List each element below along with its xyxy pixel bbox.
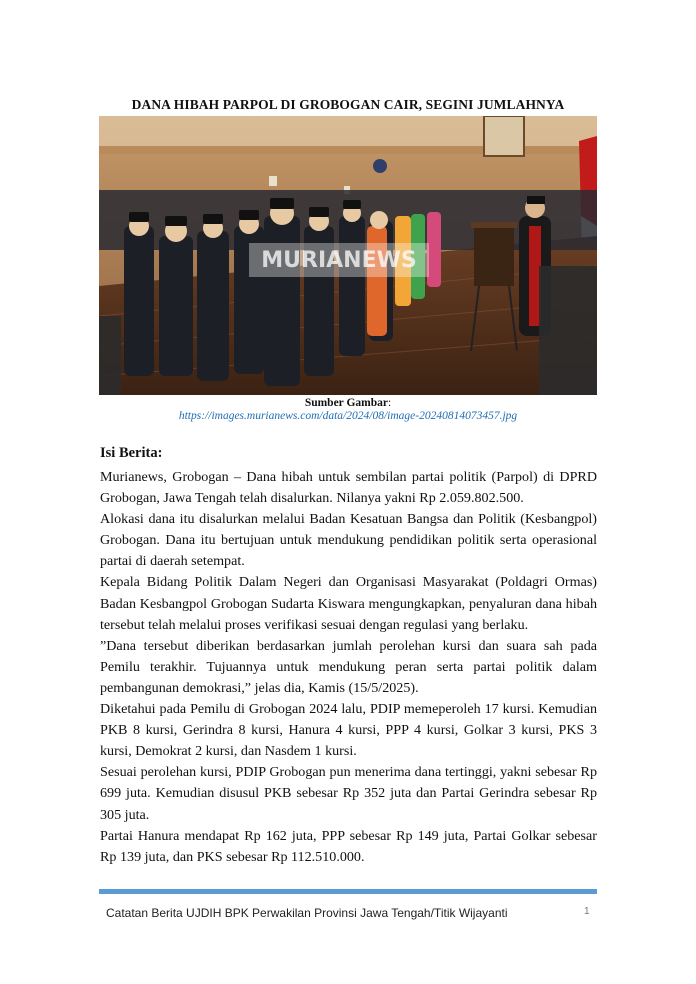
article-body xyxy=(100,467,597,868)
paragraph: Diketahui pada Pemilu di Grobogan 2024 lalu, PDIP memeperoleh 17 kursi. Kemudian PKB 8 kursi, Gerindra 8 kursi, Hanura 4 kursi, PPP 4 kursi, Golkar 3 kursi, PKS 3 kursi, Demokrat 2 kursi, dan Nasdem 1 kursi. xyxy=(100,701,597,760)
image-source-link[interactable]: https://images.murianews.com/data/2024/08/image-20240814073457.jpg xyxy=(178,410,518,422)
photo-watermark: MURIANEWS xyxy=(261,248,417,273)
footer-divider xyxy=(99,889,597,894)
paragraph: Sesuai perolehan kursi, PDIP Grobogan pun menerima dana tertinggi, yakni sebesar Rp 699 juta. Kemudian disusul PKB sebesar Rp 352 juta dan Partai Gerindra sebesar Rp 305 juta. xyxy=(100,764,597,823)
paragraph: Kepala Bidang Politik Dalam Negeri dan Organisasi Masyarakat (Poldagri Ormas) Badan Kesbangpol Grobogan Sudarta Kiswara mengungkapkan, penyaluran dana hibah tersebut telah melalui proses verifikasi sesuai dengan regulasi yang berlaku. xyxy=(100,574,597,633)
paragraph: Murianews, Grobogan – Dana hibah untuk sembilan partai politik (Parpol) di DPRD Grobogan, Jawa Tengah telah disalurkan. Nilanya yakni Rp 2.059.802.500. xyxy=(100,469,597,507)
caption-colon: : xyxy=(387,397,392,409)
news-photo xyxy=(99,116,597,395)
document-title: DANA HIBAH PARPOL DI GROBOGAN CAIR, SEGINI JUMLAHNYA xyxy=(131,97,565,112)
paragraph: Alokasi dana itu disalurkan melalui Badan Kesatuan Bangsa dan Politik (Kesbangpol) Grobogan. Dana itu bertujuan untuk mendukung pendidikan politik serta operasional partai di daerah setempat. xyxy=(100,511,597,570)
paragraph: Partai Hanura mendapat Rp 162 juta, PPP sebesar Rp 149 juta, Partai Golkar sebesar Rp 139 juta, dan PKS sebesar Rp 112.510.000. xyxy=(100,827,597,865)
inauguration-photo-illustration xyxy=(99,116,597,395)
paragraph: ”Dana tersebut diberikan berdasarkan jumlah perolehan kursi dan suara sah pada Pemilu terakhir. Tujuannya untuk mendukung peran serta partai politik dalam pembangunan demokrasi,” jelas dia, Kamis (15/5/2025). xyxy=(100,637,597,696)
caption-label: Sumber Gambar xyxy=(304,397,388,409)
page-number: 1 xyxy=(584,906,590,917)
footer-text: Catatan Berita UJDIH BPK Perwakilan Provinsi Jawa Tengah/Titik Wijayanti xyxy=(106,906,508,920)
image-source-caption xyxy=(0,397,696,409)
section-heading: Isi Berita: xyxy=(100,445,163,461)
